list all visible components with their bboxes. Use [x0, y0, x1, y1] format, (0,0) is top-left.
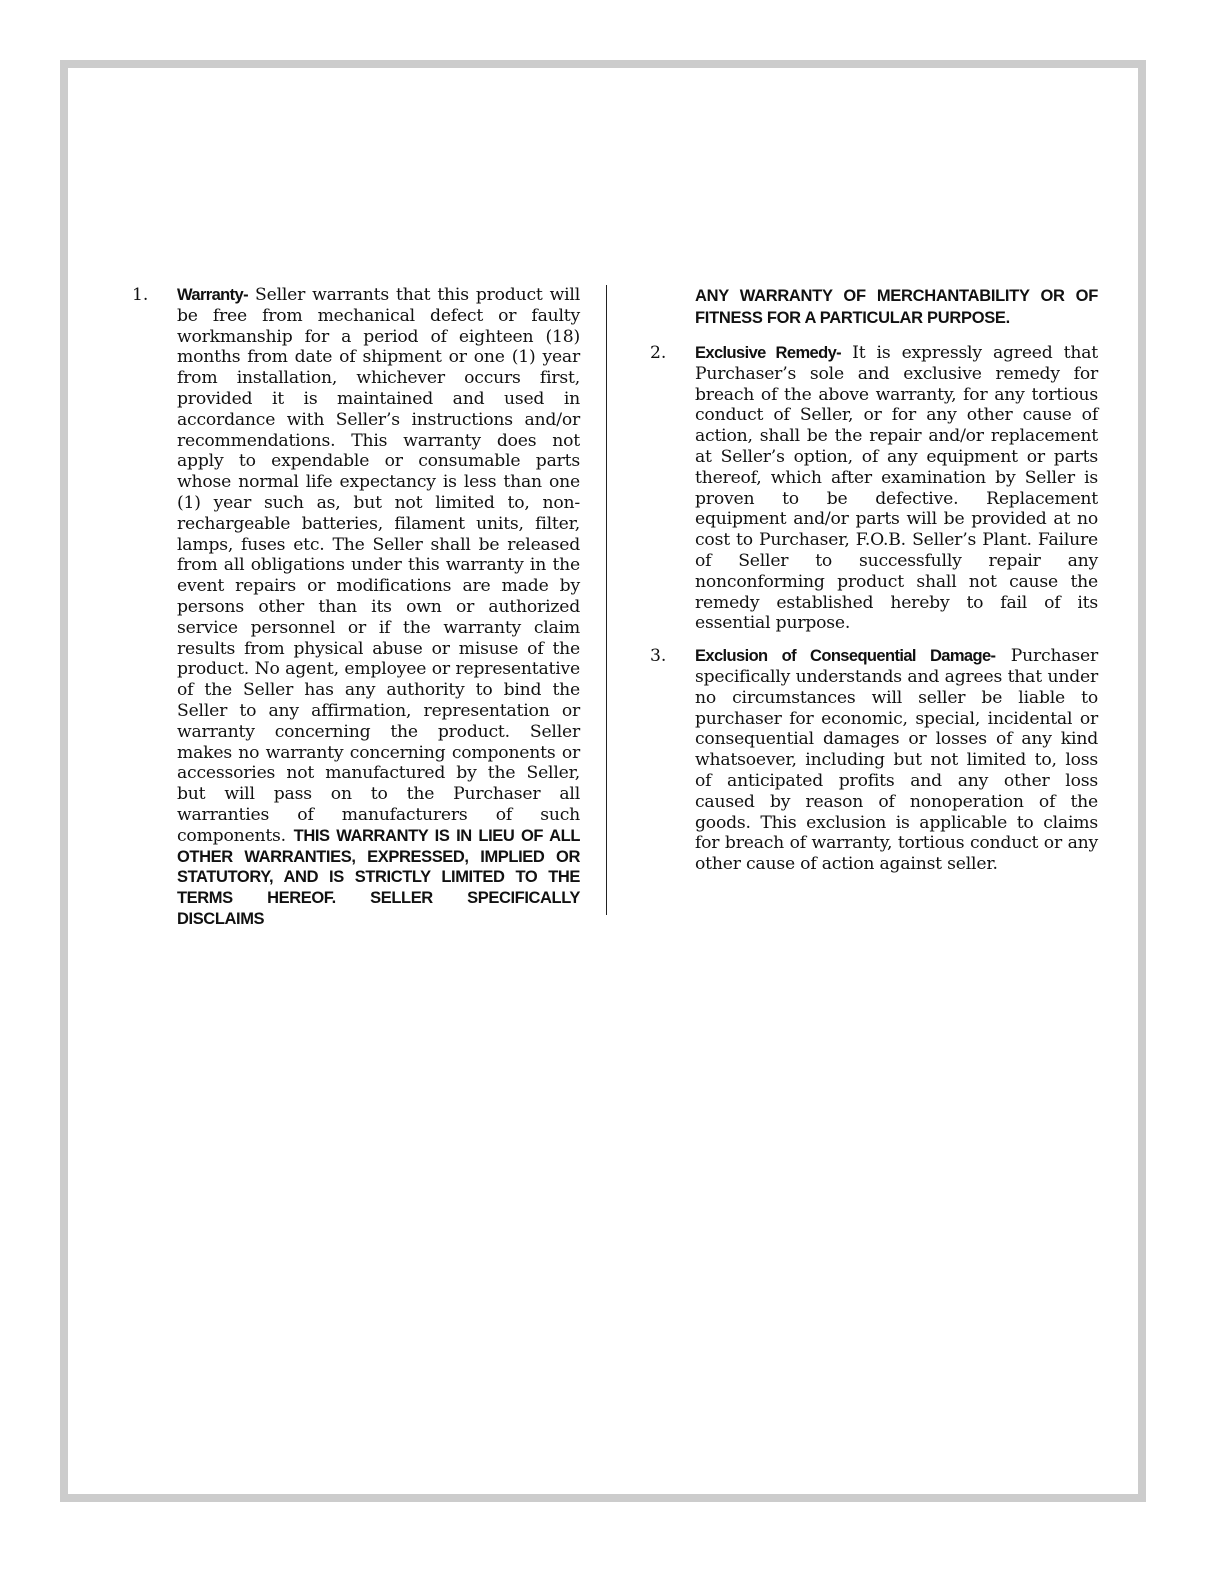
exclusion-section	[650, 646, 1098, 875]
exclusion-body: Purchaser specifically understands and agrees that under no circumstances will seller be liable to purchaser for economic, special, incidental or consequential damages or losses of any kind whatsoever, including but not limited to, loss of anticipated profits and any other loss caused by reason of nonoperation of the goods. This exclusion is applicable to claims for breach of warranty, tortious conduct or any other cause of action against seller.	[695, 646, 1098, 875]
exclusion-text	[695, 646, 1098, 875]
right-column	[650, 285, 1098, 887]
warranty-text	[177, 285, 580, 930]
exclusion-heading: Exclusion of Consequential Damage-	[695, 647, 996, 666]
warranty-section	[132, 285, 580, 930]
left-column	[132, 285, 580, 942]
exclusive-remedy-heading: Exclusive Remedy-	[695, 344, 842, 362]
exclusion-number: 3.	[650, 646, 667, 667]
exclusive-remedy-body: It is expressly agreed that Purchaser’s sole and exclusive remedy for breach of the above warranty, for any tortious conduct of Seller, or for any other cause of action, shall be the repair and/or replacement at Seller’s option, of any equipment or parts thereof, which after examination by Seller is proven to be defective. Replacement equipment and/or parts will be provided at no cost to Purchaser, F.O.B. Seller’s Plant. Failure of Seller to successfully repair any nonconforming product shall not cause the remedy established hereby to fail of its essential purpose.	[695, 343, 1099, 634]
exclusive-remedy-number: 2.	[650, 343, 667, 363]
warranty-disclaimer-part1: THIS WARRANTY IS IN LIEU OF ALL OTHER WARRANTIES, EXPRESSED, IMPLIED OR STATUTORY, AND IS STRICTLY LIMITED TO THE TERMS HEREOF. SELLER SPECIFICALLY DISCLAIMS	[177, 826, 580, 928]
warranty-disclaimer-part2: ANY WARRANTY OF MERCHANTABILITY OR OF FITNESS FOR A PARTICULAR PURPOSE.	[695, 287, 1098, 327]
exclusive-remedy-section	[650, 343, 1098, 634]
warranty-heading: Warranty-	[177, 286, 249, 304]
warranty-body: Seller warrants that this product will be free from mechanical defect or faulty workmanship for a period of eighteen (18) months from date of shipment or one (1) year from installation, whichever occurs first, provided it is maintained and used in accordance with Seller’s instructions and/or recommendations. This warranty does not apply to expendable or consumable parts whose normal life expectancy is less than one (1) year such as, but not limited to, non-rechargeable batteries, filament units, filter, lamps, fuses etc. The Seller shall be released from all obligations under this warranty in the event repairs or modifications are made by persons other than its own or authorized service personnel or if the warranty claim results from physical abuse or misuse of the product. No agent, employee or representative of the Seller has any authority to bind the Seller to any affirmation, representation or warranty concerning the product. Seller makes no warranty concerning components or accessories not manufactured by the Seller, but will pass on to the Purchaser all warranties of manufacturers of such components.	[177, 285, 581, 846]
warranty-number: 1.	[132, 285, 149, 305]
column-divider	[606, 285, 607, 915]
exclusive-remedy-text	[695, 343, 1098, 634]
